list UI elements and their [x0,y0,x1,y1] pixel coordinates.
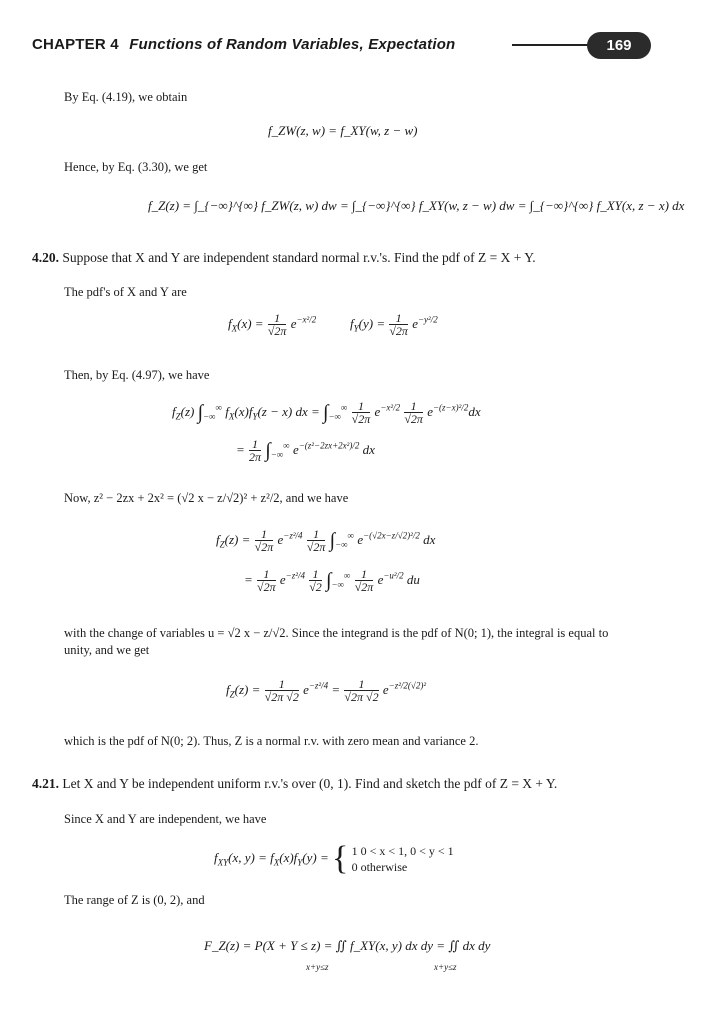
text-line: unity, and we get [64,643,150,657]
equation-fz-step3: $f_Z(z)$ = $\frac{1}{√2\pi}$ $e^{-z^2/4}$ $\frac{1}{√2\pi}$ $\int_{-\infty}^\infty$ $e^{-(√2x-z/√2)^2/2}$ dx [216,527,436,554]
problem-number: 4.20. [32,250,59,265]
equation-fz-convolution [148,198,684,214]
text-line: Since X and Y are independent, we have [64,812,267,826]
text-line: which is the pdf of N(0; 2). Thus, Z is a normal r.v. with zero mean and variance 2. [64,734,479,748]
case-inside: 1 0 < x < 1, 0 < y < 1 [351,844,454,858]
chapter-title: Functions of Random Variables, Expectation [129,36,456,53]
case-otherwise: 0 otherwise [351,860,408,874]
equation-fz-step4: = $\frac{1}{√2\pi}$ $e^{-z^2/4}$ $\frac{1}{√2}$ $\int_{-\infty}^\infty$ $\frac{1}{√2\pi}$ $e^{-u^2/2}$ du [244,567,420,594]
page-number: 169 [587,32,651,59]
equation-pdf-y: $f_Y(y)$ = $\frac{1}{√2\pi}$ $e^{-y^2/2}$ [350,311,438,338]
problem-statement: Let X and Y be independent uniform r.v.'s over (0, 1). Find and sketch the pdf of Z = X + Y. [62,776,558,791]
running-header [32,36,455,53]
equation-cdf-z [204,938,490,954]
equation-text: f_ZW(z, w) = f_XY(w, z − w) [268,123,418,138]
text-line: The pdf's of X and Y are [64,285,187,299]
equation-fz-step1: $f_Z(z)$ $\int_{-\infty}^\infty$ $f_X(x)f_Y(z - x)$ dx = $\int_{-\infty}^\infty$ $\frac{1}{√2\pi}$ $e^{-x^2/2}$ $\frac{1}{√2\pi}$ $e^{-(z-x)^2/2}dx$ [172,399,481,426]
text-line: The range of Z is (0, 2), and [64,893,205,907]
text-line: Hence, by Eq. (3.30), we get [64,160,208,174]
header-rule [512,44,594,46]
equation-fzw [268,123,417,139]
chapter-label: CHAPTER 4 [32,36,119,53]
text-line: By Eq. (4.19), we obtain [64,90,188,104]
text-line: Then, by Eq. (4.97), we have [64,368,210,382]
text-line: Now, z² − 2zx + 2x² = (√2 x − z/√2)² + z²/2, and we have [64,491,349,505]
equation-joint-pdf: $f_{XY}(x$, $y) = f_X(x)f_Y(y)$ = { 1 0 < x < 1, 0 < y < 1 0 otherwise [214,840,454,877]
equation-pdf-x: $f_X(x)$ = $\frac{1}{√2\pi}$ $e^{-x^2/2}$ [228,311,317,338]
problem-statement: Suppose that X and Y are independent standard normal r.v.'s. Find the pdf of Z = X + Y. [62,250,536,265]
equation-text: f_Z(z) = ∫_{−∞}^{∞} f_ZW(z, w) dw = ∫_{−∞}^{∞} f_XY(w, z − w) dw = ∫_{−∞}^{∞} f_XY(x, z − x) dx [148,198,685,213]
region-label: x+y≤z [434,962,457,972]
equation-fz-result: $f_Z(z)$ = $\frac{1}{√2\pi √2}$ $e^{-z^2/4}$ = $\frac{1}{√2\pi √2}$ $e^{-z^2/2(√2)^2}$ [226,677,427,704]
problem-4-20 [32,250,536,266]
text-line: with the change of variables u = √2 x − z/√2. Since the integrand is the pdf of N(0; 1), the integral is equal to [64,626,609,640]
equation-text: F_Z(z) = P(X + Y ≤ z) = ∬ f_XY(x, y) dx dy = ∬ dx dy [204,938,491,953]
equation-fz-step2: = $\frac{1}{2\pi}$ $\int_{-\infty}^\infty$ $e^{-(z^2-2zx+2x^2)/2}$ dx [236,437,375,464]
region-label: x+y≤z [306,962,329,972]
problem-number: 4.21. [32,776,59,791]
problem-4-21 [32,776,557,792]
